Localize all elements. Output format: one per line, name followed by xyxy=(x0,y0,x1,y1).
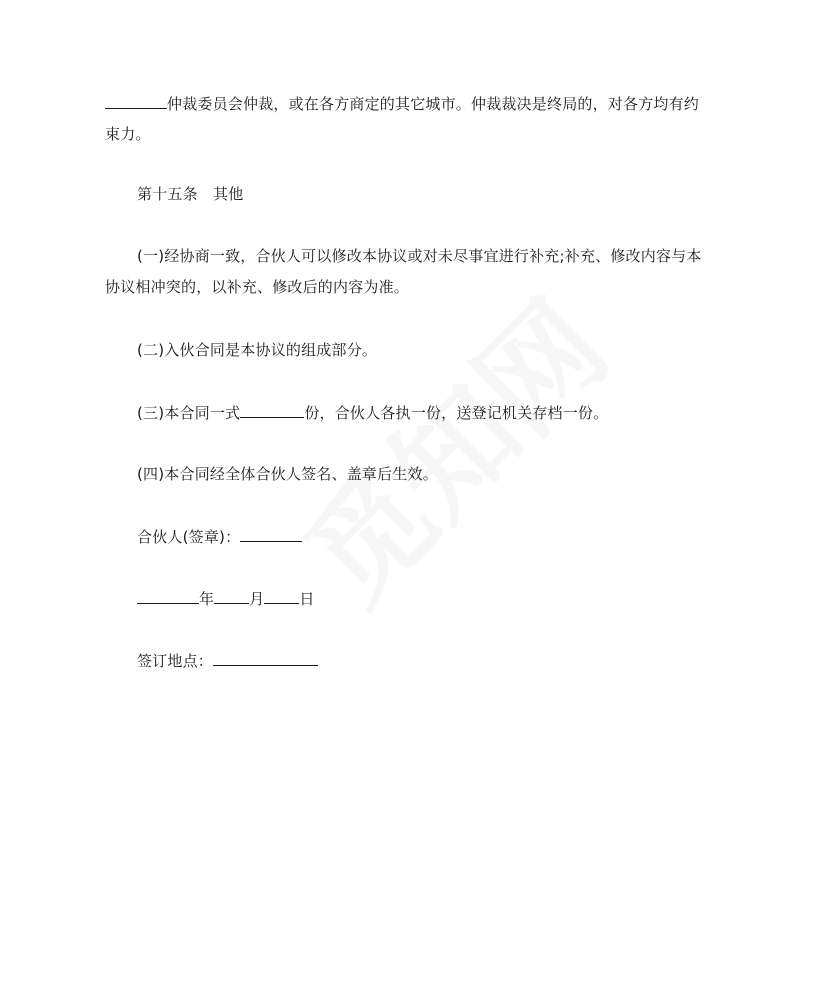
article-15-heading: 第十五条 其他 xyxy=(137,185,244,203)
clause-1-line-2: 协议相冲突的，以补充、修改后的内容为准。 xyxy=(105,278,410,296)
partner-signature-blank xyxy=(240,526,302,542)
year-blank xyxy=(137,588,199,604)
year-label: 年 xyxy=(199,590,215,608)
city-blank xyxy=(105,93,167,109)
partner-signature-line xyxy=(137,526,302,547)
signing-place-line xyxy=(137,650,318,671)
clause-1-line-1: (一)经协商一致，合伙人可以修改本协议或对未尽事宜进行补充;补充、修改内容与本 xyxy=(137,247,702,265)
clause-3-after: 份，合伙人各执一份，送登记机关存档一份。 xyxy=(304,404,609,422)
clause-3 xyxy=(137,402,608,423)
arbitration-text-1: 仲裁委员会仲裁，或在各方商定的其它城市。仲裁裁决是终局的，对各方均有约 xyxy=(167,95,700,113)
clause-3-before: (三)本合同一式 xyxy=(137,404,241,422)
partner-signature-label: 合伙人(签章)： xyxy=(137,528,241,546)
copies-blank xyxy=(240,402,304,418)
month-label: 月 xyxy=(249,590,265,608)
signing-place-label: 签订地点： xyxy=(137,652,214,670)
clause-4: (四)本合同经全体合伙人签名、盖章后生效。 xyxy=(137,465,438,483)
arbitration-line-2: 束力。 xyxy=(105,125,151,143)
signing-place-blank xyxy=(213,650,318,666)
arbitration-line-1 xyxy=(105,93,699,114)
day-blank xyxy=(264,588,299,604)
watermark xyxy=(262,258,638,634)
clause-2: (二)入伙合同是本协议的组成部分。 xyxy=(137,341,378,359)
month-blank xyxy=(214,588,249,604)
date-line xyxy=(137,588,315,609)
day-label: 日 xyxy=(299,590,315,608)
